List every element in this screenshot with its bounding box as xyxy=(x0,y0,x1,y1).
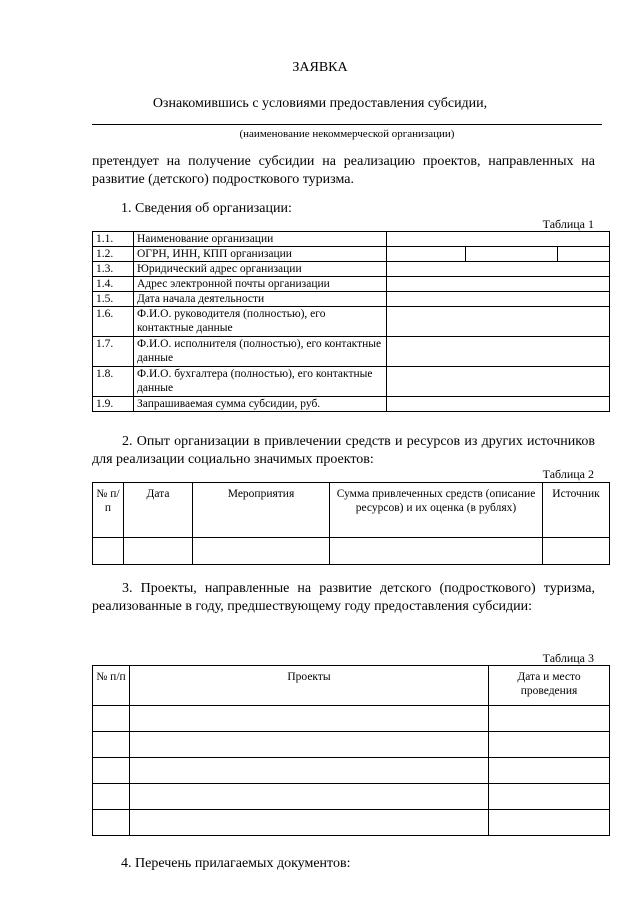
col-header-date: Дата xyxy=(124,483,193,538)
empty-cell xyxy=(130,810,489,836)
col-header-number: № п/п xyxy=(93,483,124,538)
row-label: Ф.И.О. исполнителя (полностью), его контактные данные xyxy=(134,337,387,367)
table-row xyxy=(93,706,610,732)
row-label: Запрашиваемая сумма субсидии, руб. xyxy=(134,397,387,412)
table-row xyxy=(93,277,610,292)
table-row xyxy=(93,810,610,836)
empty-cell xyxy=(489,810,610,836)
table2-label: Таблица 2 xyxy=(542,467,594,481)
empty-cell xyxy=(93,706,130,732)
empty-cell xyxy=(489,732,610,758)
empty-cell xyxy=(93,784,130,810)
table-row xyxy=(93,292,610,307)
org-name-caption: (наименование некоммерческой организации) xyxy=(239,128,455,140)
empty-cell xyxy=(93,538,124,565)
empty-cell xyxy=(124,538,193,565)
table3 xyxy=(92,665,610,836)
row-label: Юридический адрес организации xyxy=(134,262,387,277)
row-number: 1.4. xyxy=(93,277,134,292)
table-header-row xyxy=(93,666,610,706)
row-number: 1.7. xyxy=(93,337,134,367)
table1 xyxy=(92,231,610,412)
empty-cell xyxy=(93,732,130,758)
value-cell xyxy=(387,232,610,247)
empty-cell xyxy=(489,706,610,732)
col-header-date-place: Дата и место проведения xyxy=(489,666,610,706)
row-label: ОГРН, ИНН, КПП организации xyxy=(134,247,387,262)
kpp-cell xyxy=(558,247,610,262)
empty-cell xyxy=(543,538,610,565)
section3-heading: 3. Проекты, направленные на развитие детского (подросткового) туризма, реализованные в году, предшествующему году предоставления субсидии: xyxy=(92,581,595,614)
empty-cell xyxy=(130,706,489,732)
table-row xyxy=(93,758,610,784)
row-label: Ф.И.О. бухгалтера (полностью), его контактные данные xyxy=(134,367,387,397)
value-cell xyxy=(387,262,610,277)
section4-heading: 4. Перечень прилагаемых документов: xyxy=(121,856,351,871)
value-cell xyxy=(387,277,610,292)
table3-label: Таблица 3 xyxy=(542,651,594,665)
col-header-source: Источник xyxy=(543,483,610,538)
inn-cell xyxy=(466,247,558,262)
table-row xyxy=(93,247,610,262)
row-label: Дата начала деятельности xyxy=(134,292,387,307)
col-header-number: № п/п xyxy=(93,666,130,706)
empty-cell xyxy=(130,732,489,758)
empty-cell xyxy=(130,784,489,810)
table2 xyxy=(92,482,610,565)
row-number: 1.6. xyxy=(93,307,134,337)
table-row xyxy=(93,232,610,247)
table-row xyxy=(93,307,610,337)
value-cell xyxy=(387,307,610,337)
empty-cell xyxy=(130,758,489,784)
value-cell xyxy=(387,337,610,367)
row-label: Адрес электронной почты организации xyxy=(134,277,387,292)
row-number: 1.5. xyxy=(93,292,134,307)
empty-cell xyxy=(193,538,330,565)
empty-cell xyxy=(93,758,130,784)
row-number: 1.2. xyxy=(93,247,134,262)
empty-cell xyxy=(489,784,610,810)
claim-text: претендует на получение субсидии на реализацию проектов, направленных на развитие (детского) подросткового туризма. xyxy=(92,154,595,187)
value-cell xyxy=(387,397,610,412)
table-row xyxy=(93,732,610,758)
empty-cell xyxy=(330,538,543,565)
empty-cell xyxy=(489,758,610,784)
page-title: ЗАЯВКА xyxy=(292,60,348,75)
table-row xyxy=(93,337,610,367)
ogrn-cell xyxy=(387,247,466,262)
table-row xyxy=(93,397,610,412)
col-header-projects: Проекты xyxy=(130,666,489,706)
row-number: 1.9. xyxy=(93,397,134,412)
row-label: Наименование организации xyxy=(134,232,387,247)
row-number: 1.3. xyxy=(93,262,134,277)
row-label: Ф.И.О. руководителя (полностью), его контактные данные xyxy=(134,307,387,337)
table-row xyxy=(93,538,610,565)
table1-label: Таблица 1 xyxy=(542,217,594,231)
empty-cell xyxy=(93,810,130,836)
value-cell xyxy=(387,292,610,307)
table-row xyxy=(93,367,610,397)
row-number: 1.1. xyxy=(93,232,134,247)
col-header-amount: Сумма привлеченных средств (описание ресурсов) и их оценка (в рублях) xyxy=(330,483,543,538)
col-header-events: Мероприятия xyxy=(193,483,330,538)
table-row xyxy=(93,262,610,277)
table-header-row xyxy=(93,483,610,538)
section1-heading: 1. Сведения об организации: xyxy=(121,201,292,216)
table-row xyxy=(93,784,610,810)
row-number: 1.8. xyxy=(93,367,134,397)
value-cell xyxy=(387,367,610,397)
section2-heading: 2. Опыт организации в привлечении средств и ресурсов из других источников для реализации социально значимых проектов: xyxy=(92,434,595,467)
intro-text: Ознакомившись с условиями предоставления субсидии, xyxy=(152,96,488,111)
org-name-line xyxy=(92,124,602,125)
